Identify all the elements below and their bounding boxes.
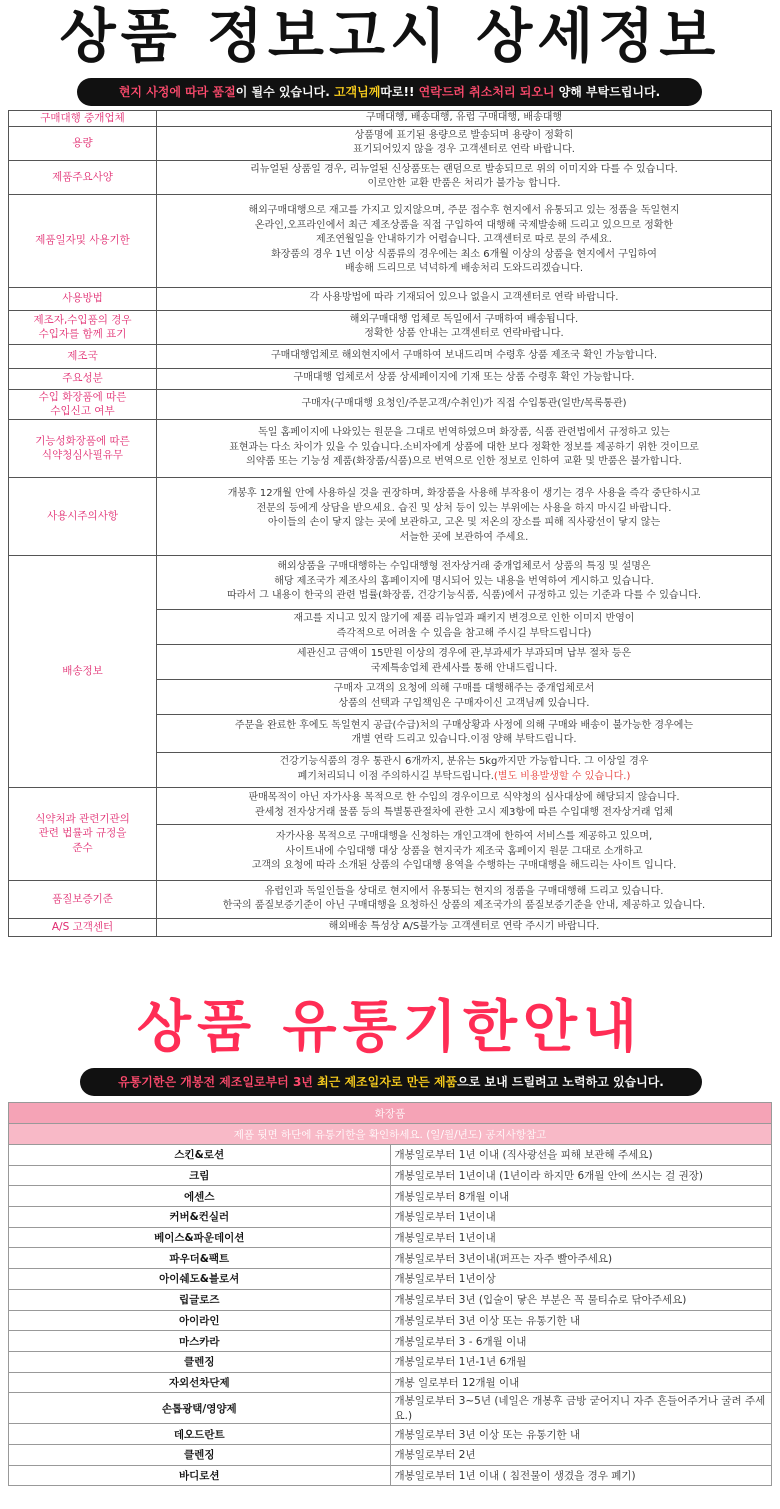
- expiry-description: 개봉일로부터 1년이내: [390, 1227, 772, 1248]
- expiry-category: 클렌징: [9, 1351, 391, 1372]
- info-row: [9, 419, 772, 477]
- info-row: [9, 310, 772, 344]
- expiry-row: [9, 1145, 772, 1166]
- info-value: 세관신고 금액이 15만원 이상의 경우에 관,부과세가 부과되며 납부 절차 등은 국제특송업체 관세사를 통해 안내드립니다.: [157, 644, 772, 679]
- banner-text: 이 될수 있습니다.: [235, 85, 334, 99]
- expiry-description: 개봉일로부터 3년 이상 또는 유통기한 내: [390, 1310, 772, 1331]
- info-row: [9, 287, 772, 310]
- expiry-row: [9, 1310, 772, 1331]
- expiry-row: [9, 1227, 772, 1248]
- expiry-description: 개봉일로부터 1년이내 (1년이라 하지만 6개월 안에 쓰시는 걸 권장): [390, 1165, 772, 1186]
- expiry-category: 클렌징: [9, 1444, 391, 1465]
- expiry-row: [9, 1465, 772, 1486]
- info-label: 기능성화장품에 따른 식약청심사필유무: [9, 419, 157, 477]
- info-row: [9, 787, 772, 824]
- expiry-row: [9, 1393, 772, 1424]
- expiry-category: 에센스: [9, 1186, 391, 1207]
- info-value: 상품명에 표기된 용량으로 발송되며 용량이 정확히 표기되어있지 않을 경우 고객센터로 연락 바랍니다.: [157, 126, 772, 160]
- expiry-row: [9, 1269, 772, 1290]
- expiry-description: 개봉일로부터 3~5년 (네일은 개봉후 금방 굳어지니 자주 흔들어주거나 굴려 주세요.): [390, 1393, 772, 1424]
- info-row: [9, 126, 772, 160]
- info-note: (별도 비용발생할 수 있습니다.): [493, 770, 631, 782]
- info-value: 개봉후 12개월 안에 사용하실 것을 권장하며, 화장품을 사용해 부작용이 생기는 경우 사용을 즉각 중단하시고 전문의 등에게 상담을 받으세요. 습진 및 상처 등이 있는 부위에는 사용을 하지 마시길 바랍니다. 아이들의 손이 닿지 않는 곳에 보관하고, 고온 및 저온의 장소를 피해 직사광선이 닿지 않는 서늘한 곳에 보관하여 주세요.: [157, 477, 772, 555]
- info-label: 제조국: [9, 344, 157, 368]
- expiry-category: 마스카라: [9, 1331, 391, 1352]
- product-info-table: [8, 110, 772, 937]
- expiry-category: 자외선차단제: [9, 1372, 391, 1393]
- notice-banner: [77, 78, 702, 106]
- info-value: 각 사용방법에 따라 기재되어 있으나 없을시 고객센터로 연락 바랍니다.: [157, 287, 772, 310]
- info-label: 구매대행 중개업체: [9, 111, 157, 127]
- info-label: 사용시주의사항: [9, 477, 157, 555]
- expiry-title: 상품 유통기한안내: [136, 995, 644, 1060]
- info-label: 제품일자및 사용기한: [9, 194, 157, 287]
- expiry-header-row: [9, 1103, 772, 1124]
- banner-highlight: 연락드려 취소처리 되오니: [418, 85, 555, 99]
- banner-highlight: 유통기한은 개봉전 제조일로부터 3년: [118, 1075, 318, 1089]
- expiry-banner: [80, 1068, 702, 1096]
- expiry-row: [9, 1186, 772, 1207]
- info-label: 제조자,수입품의 경우 수입자를 함께 표기: [9, 310, 157, 344]
- info-row: [9, 344, 772, 368]
- expiry-category: 아이쉐도&블로셔: [9, 1269, 391, 1290]
- expiry-category: 크림: [9, 1165, 391, 1186]
- info-value: 자가사용 목적으로 구매대행을 신청하는 개인고객에 한하여 서비스를 제공하고 있으며, 사이트내에 수입대행 대상 상품을 현지국가 제조국 홈페이지 원문 그대로 소개하고 고객의 요청에 따라 소개된 상품의 수입대행 용역을 수행하는 구매대행을 해드리는 사이트 입니다.: [157, 824, 772, 880]
- info-row: [9, 368, 772, 389]
- info-label: 식약처과 관련기관의 관련 법률과 규정을 준수: [9, 787, 157, 880]
- expiry-description: 개봉일로부터 1년-1년 6개월: [390, 1351, 772, 1372]
- info-row: [9, 111, 772, 127]
- expiry-category: 손톱광택/영양제: [9, 1393, 391, 1424]
- expiry-description: 개봉일로부터 2년: [390, 1444, 772, 1465]
- page-title: 상품 정보고시 상세정보: [59, 2, 721, 70]
- expiry-subheader: 제품 뒷면 하단에 유통기한을 확인하세요. (일/월/년도) 공지사항참고: [9, 1124, 772, 1145]
- info-label: 사용방법: [9, 287, 157, 310]
- expiry-description: 개봉일로부터 3년 이상 또는 유통기한 내: [390, 1424, 772, 1445]
- expiry-description: 개봉일로부터 1년 이내 ( 침전물이 생겼을 경우 폐기): [390, 1465, 772, 1486]
- info-row: [9, 918, 772, 936]
- expiry-category: 아이라인: [9, 1310, 391, 1331]
- expiry-description: 개봉 일로부터 12개월 이내: [390, 1372, 772, 1393]
- info-value: 해외상품을 구매대행하는 수입대행형 전자상거래 중개업체로서 상품의 특징 및 설명은 해당 제조국가 제조사의 홈페이지에 명시되어 있는 내용을 번역하여 게시하고 있습니다. 따라서 그 내용이 한국의 관련 법률(화장품, 건강기능식품, 식품)에서 규정하고 있는 기준과 다를 수 있습니다.: [157, 555, 772, 609]
- info-row: [9, 477, 772, 555]
- banner-highlight: 최근 제조일자로 만든 제품: [317, 1075, 458, 1089]
- expiry-row: [9, 1424, 772, 1445]
- expiry-subheader-row: [9, 1124, 772, 1145]
- expiry-row: [9, 1207, 772, 1228]
- info-row: [9, 160, 772, 194]
- info-label: 배송정보: [9, 555, 157, 787]
- expiry-description: 개봉일로부터 1년 이내 (직사광선을 피해 보관해 주세요): [390, 1145, 772, 1166]
- info-label: 제품주요사양: [9, 160, 157, 194]
- info-value: 독일 홈페이지에 나와있는 원문을 그대로 번역하였으며 화장품, 식품 관련법에서 규정하고 있는 표현과는 다소 차이가 있을 수 있습니다.소비자에게 상품에 대한 보다 정확한 정보를 제공하기 위한 것이므로 의약품 또는 기능성 제품(화장품/식품)으로 번역으로 인한 정보로 인하여 교환 및 반품은 불가합니다.: [157, 419, 772, 477]
- info-value: 구매자(구매대행 요청인/주문고객/수취인)가 직접 수입통관(일반/목록통관): [157, 389, 772, 419]
- info-value: 해외구매대행으로 재고를 가지고 있지않으며, 주문 접수후 현지에서 유통되고 있는 정품을 독일현지 온라인,오프라인에서 최근 제조상품을 직접 구입하여 대행해 국제발송해 드리고 있으므로 정확한 제조연월일을 안내하기가 어렵습니다. 고객센터로 따로 문의 주세요. 화장품의 경우 1년 이상 식품류의 경우에는 최소 6개월 이상의 상품을 현지에서 구입하여 배송해 드리므로 넉넉하게 배송처리 도와드리겠습니다.: [157, 194, 772, 287]
- banner-text: 양해 부탁드립니다.: [554, 85, 661, 99]
- expiry-category: 스킨&로션: [9, 1145, 391, 1166]
- info-row: [9, 880, 772, 918]
- info-value: 유럽인과 독일인들을 상대로 현지에서 유통되는 현지의 정품을 구매대행해 드리고 있습니다. 한국의 품질보증기준이 아닌 구매대행을 요청하신 상품의 제조국가의 품질보증기준을 안내, 제공하고 있습니다.: [157, 880, 772, 918]
- expiry-row: [9, 1372, 772, 1393]
- info-label: 주요성분: [9, 368, 157, 389]
- info-value: 해외배송 특성상 A/S불가능 고객센터로 연락 주시기 바랍니다.: [157, 918, 772, 936]
- info-label: 수입 화장품에 따른 수입신고 여부: [9, 389, 157, 419]
- info-row: [9, 555, 772, 609]
- expiry-description: 개봉일로부터 1년이내: [390, 1207, 772, 1228]
- info-value: 리뉴얼된 상품일 경우, 리뉴얼된 신상품또는 랜덤으로 발송되므로 위의 이미지와 다를 수 있습니다. 이로안한 교환 반품은 처리가 불가능 합니다.: [157, 160, 772, 194]
- expiry-row: [9, 1289, 772, 1310]
- info-label: 용량: [9, 126, 157, 160]
- expiry-row: [9, 1165, 772, 1186]
- expiry-row: [9, 1444, 772, 1465]
- expiry-category: 데오드란트: [9, 1424, 391, 1445]
- expiry-category: 바디로션: [9, 1465, 391, 1486]
- info-value: 해외구매대행 업체로 독일에서 구매하여 배송됩니다. 정확한 상품 안내는 고객센터로 연락바랍니다.: [157, 310, 772, 344]
- expiry-description: 개봉일로부터 3년이내(퍼프는 자주 빨아주세요): [390, 1248, 772, 1269]
- info-value: 구매대행, 배송대행, 유럽 구매대행, 배송대행: [157, 111, 772, 127]
- expiry-description: 개봉일로부터 3 - 6개월 이내: [390, 1331, 772, 1352]
- info-value: 구매자 고객의 요청에 의해 구매를 대행해주는 중개업체로서 상품의 선택과 구입책임은 구매자이신 고객님께 있습니다.: [157, 679, 772, 714]
- expiry-row: [9, 1351, 772, 1372]
- banner-text: 으로 보내 드릴려고 노력하고 있습니다.: [457, 1075, 664, 1089]
- expiry-row: [9, 1248, 772, 1269]
- banner-highlight: 고객님께: [333, 85, 381, 99]
- info-label: 품질보증기준: [9, 880, 157, 918]
- info-value: 건강기능식품의 경우 통관시 6개까지, 분유는 5kg까지만 가능합니다. 그 이상일 경우 폐기처리되니 이점 주의하시길 부탁드립니다.(별도 비용발생할 수 있습니다.): [157, 752, 772, 787]
- expiry-header: 화장품: [9, 1103, 772, 1124]
- banner-text: 따로!!: [380, 85, 419, 99]
- info-row: [9, 194, 772, 287]
- expiry-category: 커버&컨실러: [9, 1207, 391, 1228]
- banner-highlight: 현지 사정에 따라 품절: [118, 85, 236, 99]
- expiry-category: 베이스&파운데이션: [9, 1227, 391, 1248]
- expiry-description: 개봉일로부터 8개월 이내: [390, 1186, 772, 1207]
- info-value: 주문을 완료한 후에도 독일현지 공급(수급)처의 구매상황과 사정에 의해 구매와 배송이 불가능한 경우에는 개별 연락 드리고 있습니다.이점 양해 부탁드립니다.: [157, 714, 772, 752]
- info-row: [9, 389, 772, 419]
- info-value: 구매대행 업체로서 상품 상세페이지에 기재 또는 상품 수령후 확인 가능합니다.: [157, 368, 772, 389]
- expiry-category: 립글로즈: [9, 1289, 391, 1310]
- expiry-table: [8, 1102, 772, 1486]
- expiry-row: [9, 1331, 772, 1352]
- expiry-category: 파우더&팩트: [9, 1248, 391, 1269]
- info-value: 구매대행업체로 해외현지에서 구매하여 보내드리며 수령후 상품 제조국 확인 가능합니다.: [157, 344, 772, 368]
- expiry-description: 개봉일로부터 3년 (입술이 닿은 부분은 꼭 물티슈로 닦아주세요): [390, 1289, 772, 1310]
- info-value: 판매목적이 아닌 자가사용 목적으로 한 수입의 경우이므로 식약청의 심사대상에 해당되지 않습니다. 관세청 전자상거래 물품 등의 특별통관절차에 관한 고시 제3항에 따른 수입대행 전자상거래 업체: [157, 787, 772, 824]
- expiry-description: 개봉일로부터 1년이상: [390, 1269, 772, 1290]
- info-value: 재고를 지니고 있지 않기에 제품 리뉴얼과 패키지 변경으로 인한 이미지 반영이 즉각적으로 어려울 수 있음을 참고해 주시길 부탁드립니다): [157, 609, 772, 644]
- info-label: A/S 고객센터: [9, 918, 157, 936]
